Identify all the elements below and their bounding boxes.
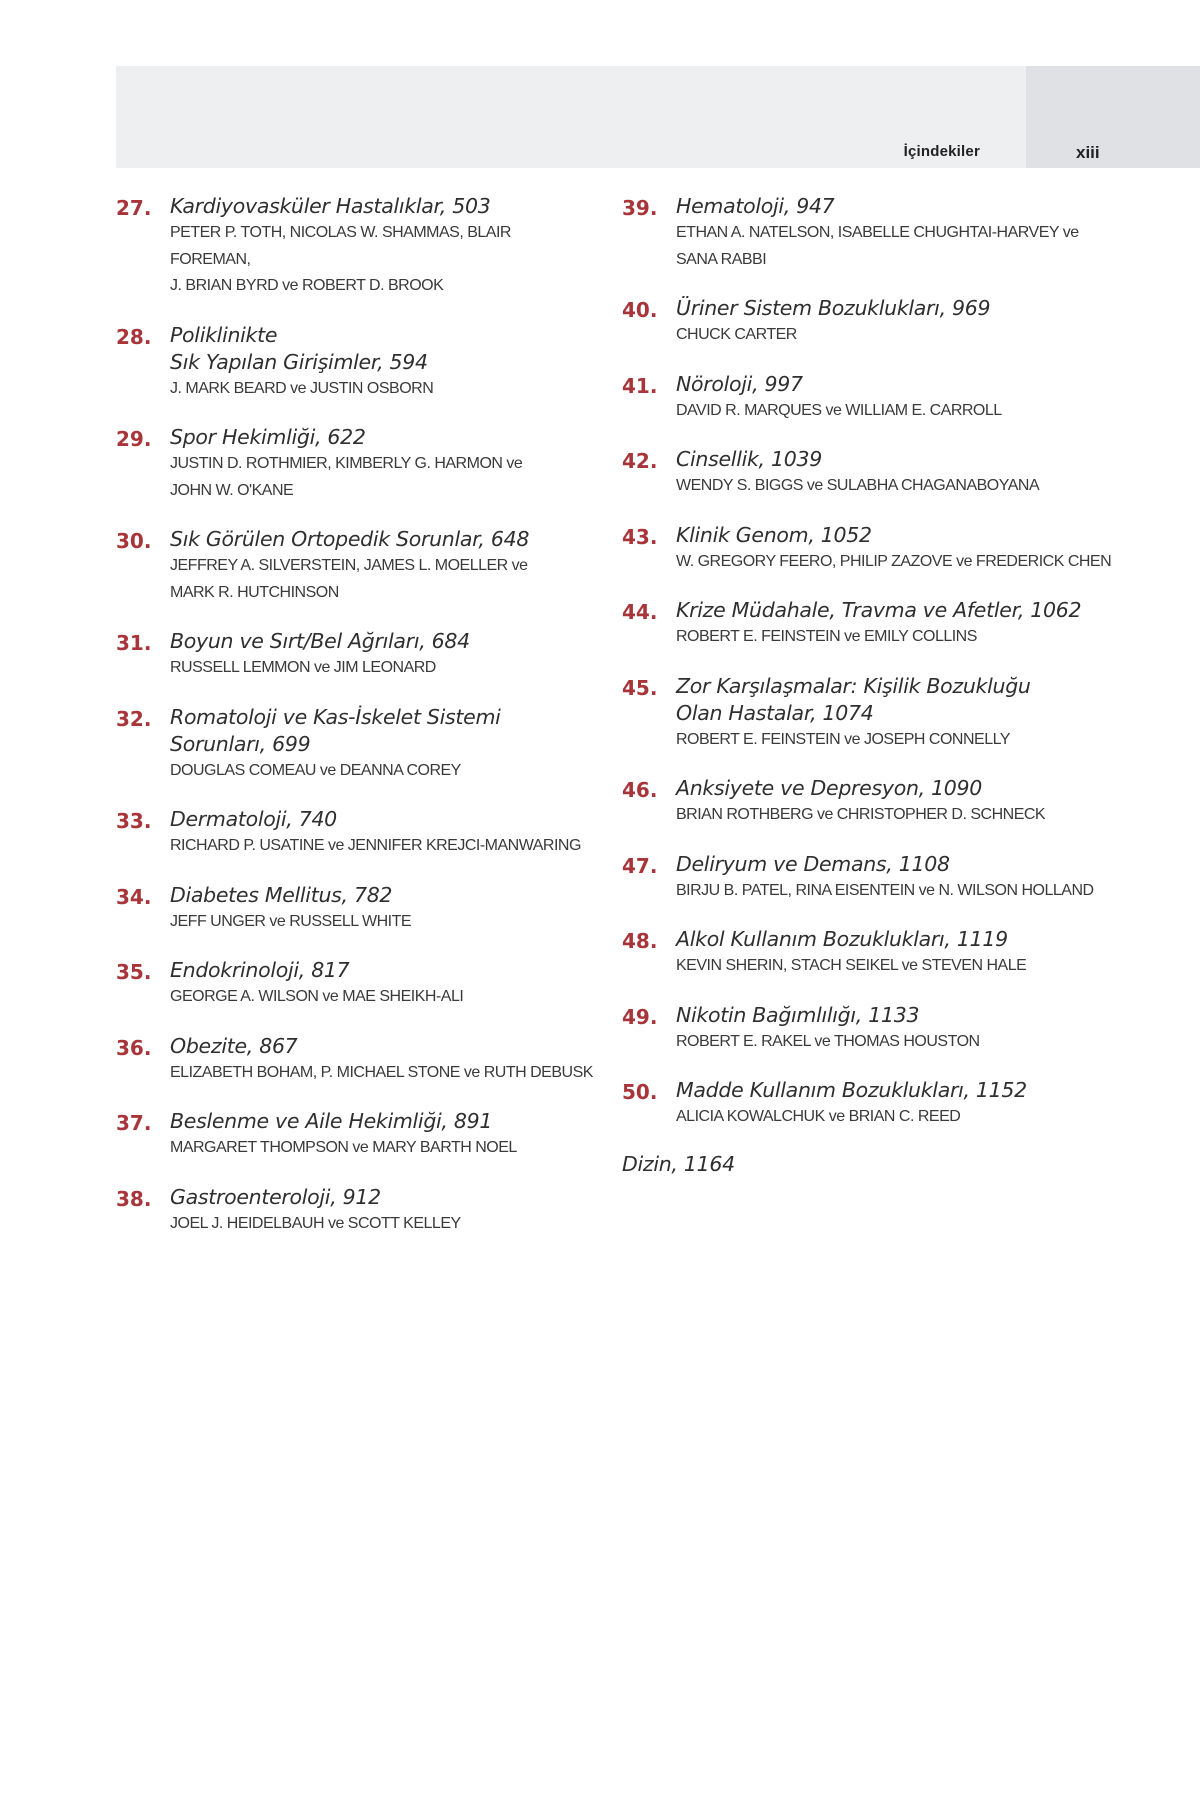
toc-entry[interactable] [116,882,594,936]
chapter-number: 38. [116,1186,152,1211]
chapter-authors: RUSSELL LEMMON ve JIM LEONARD [170,659,436,676]
chapter-title: Zor Karşılaşmalar: Kişilik Bozukluğu Olan Hastalar, 1074 [676,673,1031,725]
chapter-authors: W. GREGORY FEERO, PHILIP ZAZOVE ve FREDERICK CHEN [676,552,1112,570]
toc-entry[interactable] [622,775,1120,829]
chapter-title: Anksiyete ve Depresyon, 1090 [676,776,983,800]
chapter-authors: JEFFREY A. SILVERSTEIN, JAMES L. MOELLER ve MARK R. HUTCHINSON [170,557,528,601]
chapter-title: Hematoloji, 947 [676,194,835,218]
chapter-authors: BRIAN ROTHBERG ve CHRISTOPHER D. SCHNECK [676,806,1046,823]
chapter-number: 49. [622,1004,658,1029]
toc-entry[interactable] [116,704,594,785]
toc-entry[interactable] [622,522,1120,576]
toc-entry[interactable] [116,322,594,403]
chapter-number: 48. [622,929,658,953]
toc-entry[interactable] [116,1033,594,1087]
toc-entry[interactable] [622,1002,1120,1056]
toc-entry[interactable] [622,851,1120,905]
toc-entry[interactable] [116,806,594,860]
chapter-title: Kardiyovasküler Hastalıklar, 503 [170,194,491,218]
chapter-authors: ROBERT E. RAKEL ve THOMAS HOUSTON [676,1032,980,1050]
chapter-authors: BIRJU B. PATEL, RINA EISENTEIN ve N. WILSON HOLLAND [676,881,1094,899]
chapter-title: Madde Kullanım Bozuklukları, 1152 [676,1078,1027,1102]
chapter-title: Cinsellik, 1039 [676,447,822,471]
page-number: xiii [1076,143,1100,162]
toc-entry[interactable] [116,193,594,300]
chapter-authors: CHUCK CARTER [676,326,797,343]
chapter-title: Endokrinoloji, 817 [170,958,350,982]
chapter-number: 31. [116,631,152,655]
toc-entry[interactable] [116,526,594,606]
chapter-number: 45. [622,675,658,700]
chapter-authors: ELIZABETH BOHAM, P. MICHAEL STONE ve RUTH DEBUSK [170,1063,593,1081]
toc-entry[interactable] [622,371,1120,425]
toc-entry[interactable] [116,628,594,682]
chapter-number: 30. [116,529,152,553]
chapter-number: 33. [116,809,152,833]
chapter-number: 43. [622,524,658,549]
header-tab [1026,66,1200,168]
chapter-authors: RICHARD P. USATINE ve JENNIFER KREJCI-MANWARING [170,837,581,854]
chapter-number: 27. [116,196,152,220]
chapter-title: Nikotin Bağımlılığı, 1133 [676,1002,920,1027]
chapter-title: Diabetes Mellitus, 782 [170,882,393,907]
chapter-number: 42. [622,449,658,473]
chapter-title: Krize Müdahale, Travma ve Afetler, 1062 [676,598,1082,622]
chapter-number: 50. [622,1080,658,1104]
chapter-authors: ROBERT E. FEINSTEIN ve EMILY COLLINS [676,628,977,645]
chapter-title: Beslenme ve Aile Hekimliği, 891 [170,1109,493,1133]
toc-entry[interactable] [622,597,1120,651]
toc-entry[interactable] [622,295,1120,349]
toc-entry[interactable] [116,957,594,1011]
chapter-authors: JUSTIN D. ROTHMIER, KIMBERLY G. HARMON ve JOHN W. O'KANE [170,455,523,499]
chapter-number: 44. [622,600,658,624]
toc-entry[interactable] [116,1184,594,1238]
chapter-number: 35. [116,960,152,984]
chapter-number: 29. [116,427,152,451]
chapter-authors: KEVIN SHERIN, STACH SEIKEL ve STEVEN HALE [676,957,1027,974]
chapter-title: Gastroenteroloji, 912 [170,1184,381,1209]
chapter-number: 36. [116,1035,152,1060]
chapter-number: 47. [622,853,658,878]
chapter-number: 40. [622,298,658,322]
toc-entry[interactable] [622,673,1120,754]
chapter-title: Nöroloji, 997 [676,371,803,396]
chapter-number: 37. [116,1111,152,1135]
chapter-title: Poliklinikte Sık Yapılan Girişimler, 594 [170,322,428,374]
toc-entry[interactable] [622,1077,1120,1131]
chapter-authors: ALICIA KOWALCHUK ve BRIAN C. REED [676,1108,961,1125]
chapter-number: 34. [116,884,152,909]
chapter-authors: JOEL J. HEIDELBAUH ve SCOTT KELLEY [170,1214,461,1232]
chapter-title: Spor Hekimliği, 622 [170,425,366,449]
chapter-number: 32. [116,706,152,731]
toc-entry[interactable] [622,446,1120,500]
chapter-authors: GEORGE A. WILSON ve MAE SHEIKH-ALI [170,988,464,1005]
chapter-authors: PETER P. TOTH, NICOLAS W. SHAMMAS, BLAIR FOREMAN, J. BRIAN BYRD ve ROBERT D. BROOK [170,224,511,294]
toc-entry[interactable] [622,193,1120,273]
chapter-title: Deliryum ve Demans, 1108 [676,851,950,876]
chapter-authors: ETHAN A. NATELSON, ISABELLE CHUGHTAI-HARVEY ve SANA RABBI [676,224,1079,268]
chapter-authors: MARGARET THOMPSON ve MARY BARTH NOEL [170,1139,517,1156]
index-entry[interactable]: Dizin, 1164 [622,1151,735,1176]
chapter-number: 28. [116,324,152,349]
chapter-title: Sık Görülen Ortopedik Sorunlar, 648 [170,527,530,551]
chapter-title: Alkol Kullanım Bozuklukları, 1119 [676,927,1008,951]
running-header-title: İçindekiler [903,143,980,160]
chapter-title: Dermatoloji, 740 [170,807,337,831]
toc-entry[interactable] [116,1108,594,1162]
chapter-title: Klinik Genom, 1052 [676,522,872,547]
chapter-title: Romatoloji ve Kas-İskelet Sistemi Sorunları, 699 [170,704,501,756]
toc-entry[interactable] [116,424,594,504]
chapter-number: 46. [622,778,658,802]
chapter-title: Obezite, 867 [170,1033,298,1058]
chapter-title: Boyun ve Sırt/Bel Ağrıları, 684 [170,629,470,653]
chapter-number: 41. [622,373,658,398]
chapter-number: 39. [622,196,658,220]
chapter-authors: JEFF UNGER ve RUSSELL WHITE [170,912,412,930]
chapter-authors: DAVID R. MARQUES ve WILLIAM E. CARROLL [676,401,1002,419]
chapter-authors: DOUGLAS COMEAU ve DEANNA COREY [170,761,461,779]
chapter-authors: J. MARK BEARD ve JUSTIN OSBORN [170,379,434,397]
chapter-authors: WENDY S. BIGGS ve SULABHA CHAGANABOYANA [676,477,1040,494]
toc-right-column [622,193,1120,1178]
toc-left-column [116,193,594,1259]
chapter-title: Üriner Sistem Bozuklukları, 969 [676,296,991,320]
header-band [116,66,1026,168]
chapter-authors: ROBERT E. FEINSTEIN ve JOSEPH CONNELLY [676,730,1010,748]
toc-entry[interactable] [622,926,1120,980]
